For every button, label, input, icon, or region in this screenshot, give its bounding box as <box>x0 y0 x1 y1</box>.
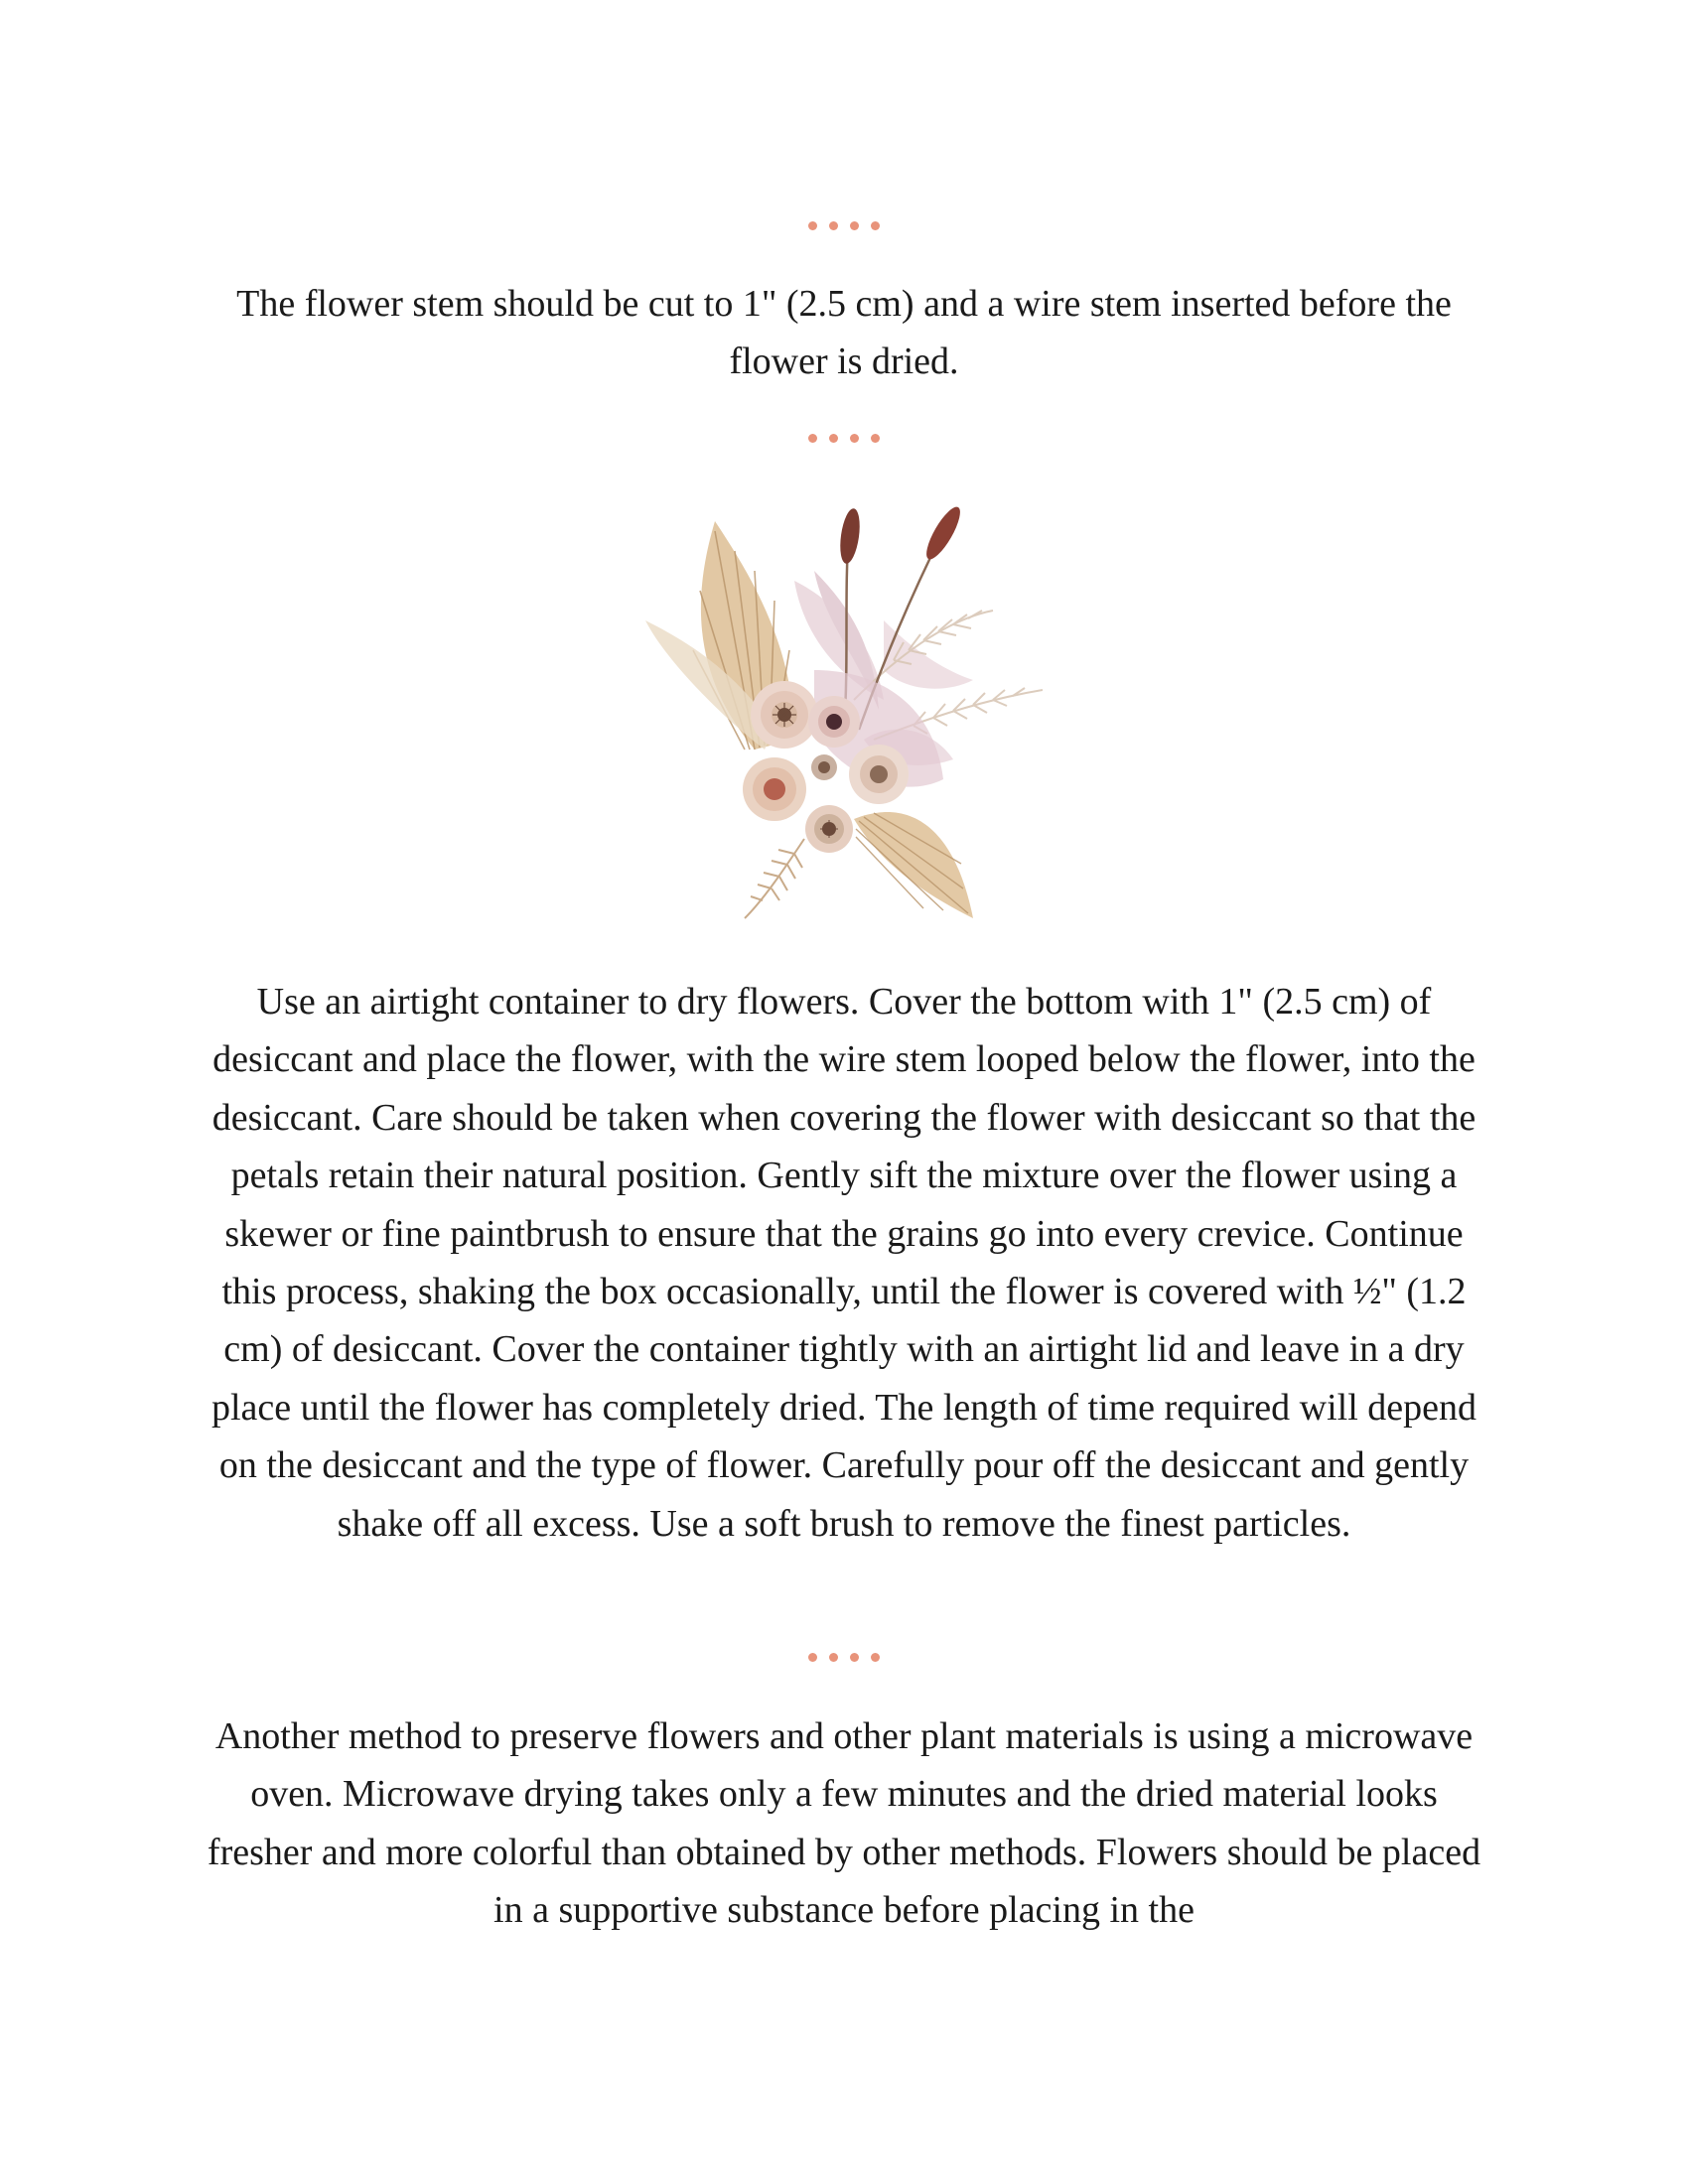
divider-dot <box>829 434 838 443</box>
dot-divider <box>0 1653 1688 1662</box>
divider-dot <box>829 1653 838 1662</box>
divider-dot <box>871 1653 880 1662</box>
dot-divider <box>0 221 1688 230</box>
stem-paragraph: The flower stem should be cut to 1" (2.5 cm) and a wire stem inserted before the flower is dried. <box>236 283 1452 383</box>
divider-dot <box>850 434 859 443</box>
divider-dot <box>808 1653 817 1662</box>
divider-dot <box>808 434 817 443</box>
divider-dot <box>829 221 838 230</box>
container-paragraph: Use an airtight container to dry flowers. Cover the bottom with 1" (2.5 cm) of desiccant and place the flower, with the wire stem looped below the flower, into the desiccant. Care should be taken when covering the flower with desiccant so that the petals retain their natural position. Gently sift the mixture over the flower using a skewer or fine paintbrush to ensure that the grains go into every crevice. Continue this process, shaking the box occasionally, until the flower is covered with ½" (1.2 cm) of desiccant. Cover the container tightly with an airtight lid and leave in a dry place until the flower has completely dried. The length of time required will depend on the desiccant and the type of flower. Carefully pour off the desiccant and gently shake off all excess. Use a soft brush to remove the finest particles. <box>211 981 1477 1545</box>
divider-dot <box>850 221 859 230</box>
divider-dot <box>871 434 880 443</box>
divider-dot <box>871 221 880 230</box>
dried-flower-bouquet-icon <box>645 501 1043 928</box>
microwave-paragraph: Another method to preserve flowers and other plant materials is using a microwave oven. Microwave drying takes only a few minutes and the dried material looks fresher and more colorful than obtained by other methods. Flowers should be placed in a supportive substance before placing in the <box>207 1715 1481 1932</box>
dot-divider <box>0 434 1688 443</box>
divider-dot <box>808 221 817 230</box>
divider-dot <box>850 1653 859 1662</box>
